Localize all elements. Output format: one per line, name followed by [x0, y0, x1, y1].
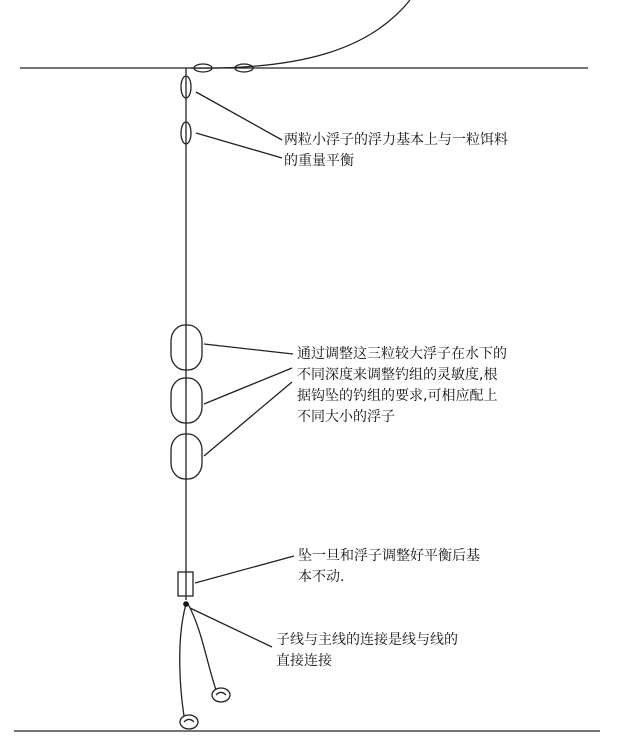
annotation-leader-connection: [276, 630, 458, 672]
pointer-2b: [204, 368, 292, 404]
leader-line-1: [180, 604, 186, 716]
pointer-3: [195, 556, 294, 583]
annotation-line: 两粒小浮子的浮力基本上与一粒饵料: [284, 132, 508, 148]
hook-2-curl: [216, 693, 226, 696]
pointer-1a: [196, 92, 282, 140]
pointer-2c: [204, 382, 292, 456]
hook-1: [180, 715, 198, 729]
annotation-line: 的重量平衡: [284, 153, 354, 169]
annotation-line: 直接连接: [276, 653, 332, 669]
hook-1-curl: [184, 720, 194, 723]
annotation-line: 本不动.: [298, 569, 345, 585]
annotation-line: 通过调整这三粒较大浮子在水下的: [297, 346, 507, 362]
annotation-sinker: [298, 546, 480, 588]
leader-line-2: [188, 604, 216, 690]
rod-line: [190, 0, 410, 68]
connection-knot: [183, 601, 189, 607]
annotation-line: 不同大小的浮子: [297, 409, 395, 425]
hook-2: [212, 688, 230, 702]
annotation-line: 不同深度来调整钓组的灵敏度,根: [297, 367, 498, 383]
annotation-line: 据钩坠的钓组的要求,可相应配上: [297, 388, 498, 404]
annotation-small-floats: [284, 130, 508, 172]
annotation-large-floats: [297, 344, 507, 428]
pointer-2a: [204, 344, 293, 354]
pointer-1b: [196, 133, 282, 158]
annotation-line: 坠一旦和浮子调整好平衡后基: [298, 548, 480, 564]
annotation-line: 子线与主线的连接是线与线的: [276, 632, 458, 648]
